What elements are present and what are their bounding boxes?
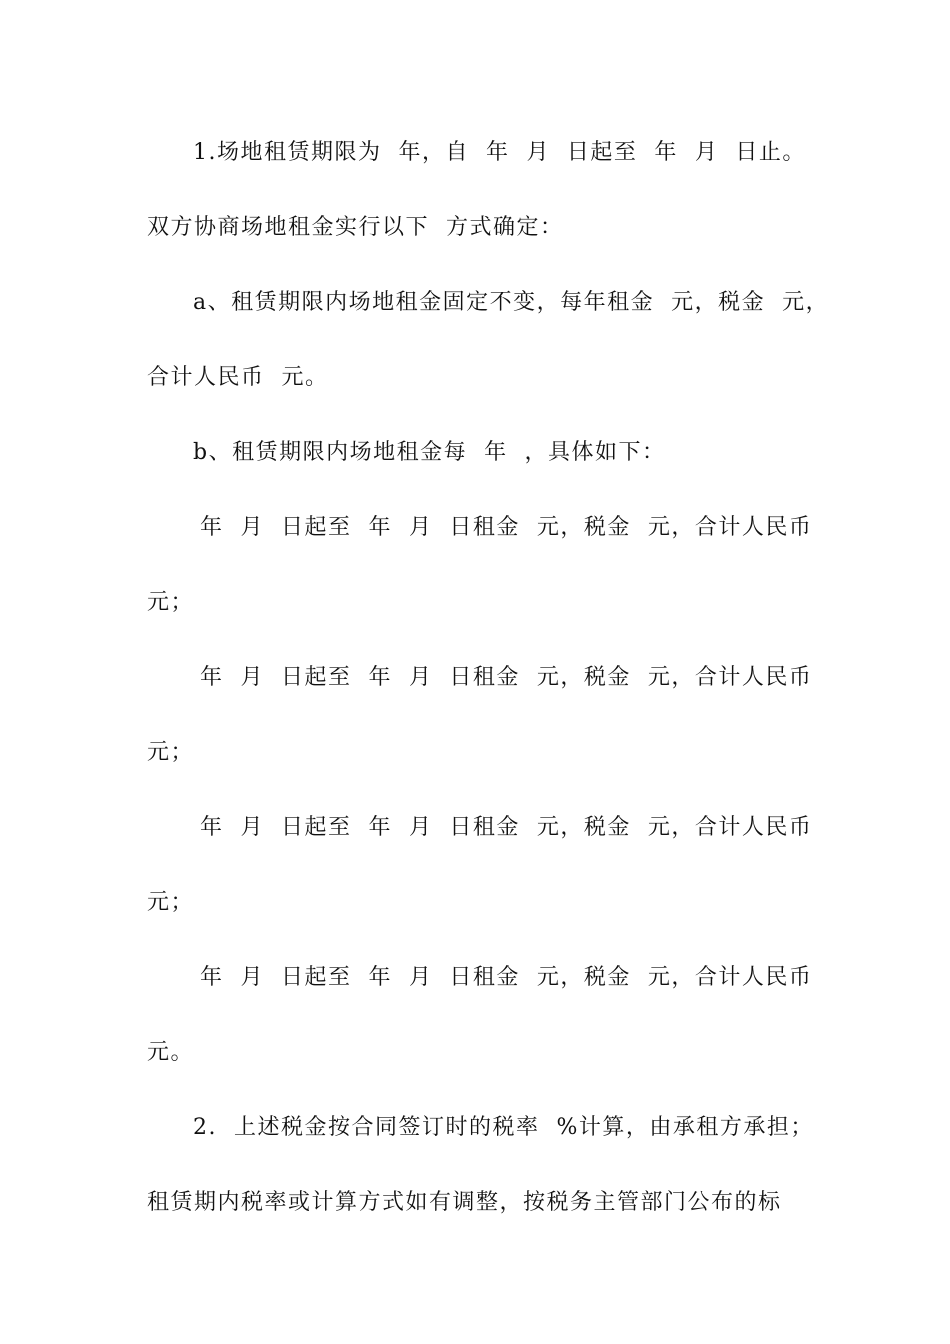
rent-period-row-4: 年 月 日起至 年 月 日租金 元，税金 元，合计人民币 xyxy=(200,965,813,990)
paragraph-option-a-total: 合计人民币 元。 xyxy=(147,365,329,390)
rent-period-row-2-end: 元； xyxy=(147,740,195,765)
paragraph-lease-term: 1.场地租赁期限为 年，自 年 月 日起至 年 月 日止。 xyxy=(193,140,806,165)
paragraph-option-a: a、租赁期限内场地租金固定不变，每年租金 元，税金 元， xyxy=(193,290,830,315)
rent-period-row-4-end: 元。 xyxy=(147,1040,195,1065)
paragraph-option-b: b、租赁期限内场地租金每 年 ，具体如下： xyxy=(193,440,666,465)
paragraph-tax-rate: 2. 上述税金按合同签订时的税率 %计算，由承租方承担； xyxy=(193,1115,814,1140)
rent-period-row-3: 年 月 日起至 年 月 日租金 元，税金 元，合计人民币 xyxy=(200,815,813,840)
rent-period-row-2: 年 月 日起至 年 月 日租金 元，税金 元，合计人民币 xyxy=(200,665,813,690)
paragraph-tax-adjustment: 租赁期内税率或计算方式如有调整，按税务主管部门公布的标 xyxy=(147,1190,782,1215)
paragraph-rent-method: 双方协商场地租金实行以下 方式确定： xyxy=(147,215,564,240)
rent-period-row-3-end: 元； xyxy=(147,890,195,915)
rent-period-row-1: 年 月 日起至 年 月 日租金 元，税金 元，合计人民币 xyxy=(200,515,813,540)
rent-period-row-1-end: 元； xyxy=(147,590,195,615)
